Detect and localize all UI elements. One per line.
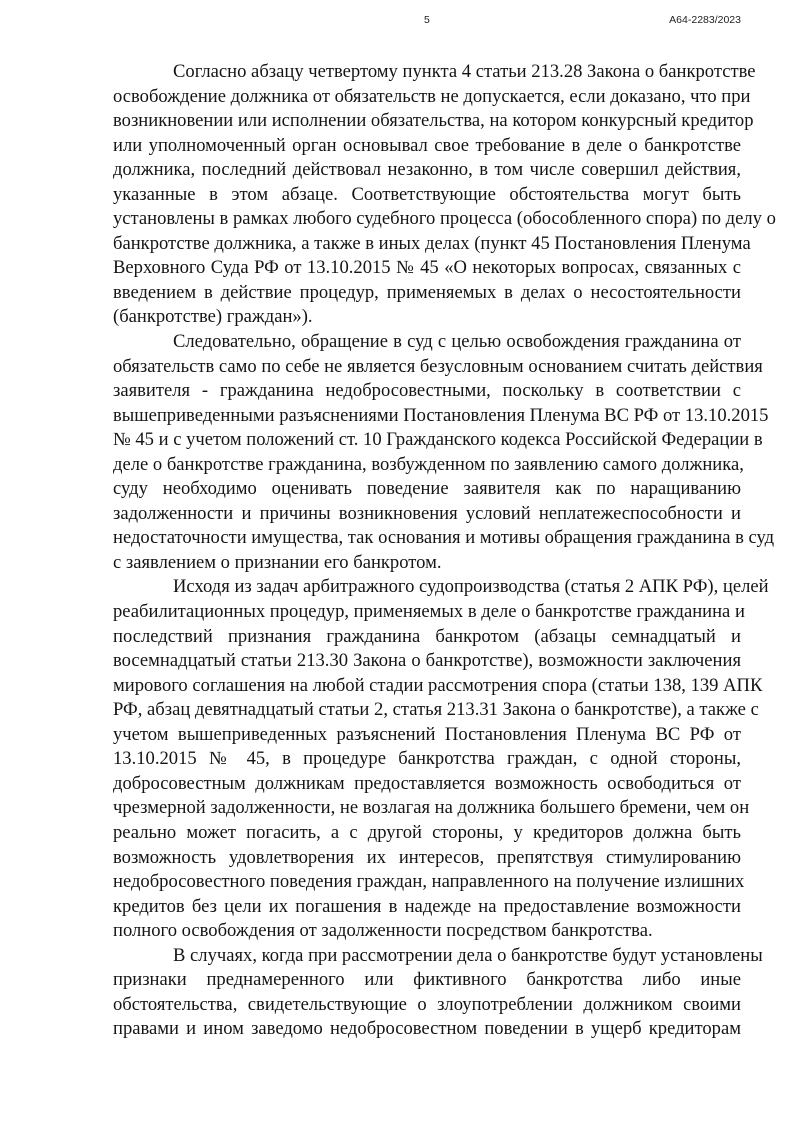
text-line: установлены в рамках любого судебного процесса (обособленного спора) по делу о (113, 208, 776, 230)
text-line: введением в действие процедур, применяемых в делах о несостоятельности (113, 281, 741, 303)
text-line: возможность удовлетворения их интересов, препятствуя стимулированию (113, 846, 741, 868)
paragraph (113, 60, 776, 330)
page-number: 5 (424, 14, 430, 26)
text-line: обстоятельства, свидетельствующие о злоупотреблении должником своими (113, 993, 741, 1015)
text-line: заявителя - гражданина недобросовестными, поскольку в соответствии с (113, 380, 741, 402)
text-line: последствий признания гражданина банкротом (абзацы семнадцатый и (113, 625, 741, 647)
text-line: деле о банкротстве гражданина, возбужденном по заявлению самого должника, (113, 453, 744, 475)
text-line: Исходя из задач арбитражного судопроизводства (статья 2 АПК РФ), целей (173, 576, 769, 598)
text-line: недостаточности имущества, так основания и мотивы обращения гражданина в суд (113, 527, 775, 549)
page-header (0, 14, 800, 30)
text-line: задолженности и причины возникновения условий неплатежеспособности и (113, 502, 741, 524)
text-line: должника, последний действовал незаконно, в том числе совершил действия, (113, 159, 741, 181)
text-line: полного освобождения от задолженности посредством банкротства. (113, 920, 653, 942)
text-line: РФ, абзац девятнадцатый статьи 2, статья 213.31 Закона о банкротстве), а также с (113, 699, 759, 721)
text-line: Согласно абзацу четвертому пункта 4 статьи 213.28 Закона о банкротстве (173, 61, 756, 82)
text-line: освобождение должника от обязательств не допускается, если доказано, что при (113, 85, 751, 107)
text-line: В случаях, когда при рассмотрении дела о банкротстве будут установлены (173, 944, 763, 966)
text-line: кредитов без цели их погашения в надежде на предоставление возможности (113, 895, 741, 917)
case-number: А64-2283/2023 (669, 14, 741, 26)
text-line: 13.10.2015 № 45, в процедуре банкротства граждан, с одной стороны, (113, 748, 741, 770)
text-line: вышеприведенными разъяснениями Постановления Пленума ВС РФ от 13.10.2015 (113, 404, 769, 426)
text-line: восемнадцатый статьи 213.30 Закона о банкротстве), возможности заключения (113, 650, 741, 672)
text-line: указанные в этом абзаце. Соответствующие обстоятельства могут быть (113, 183, 741, 205)
text-line: суду необходимо оценивать поведение заявителя как по наращиванию (113, 478, 741, 500)
text-line: Следовательно, обращение в суд с целью освобождения гражданина от (173, 331, 741, 353)
text-line: или уполномоченный орган основывал свое требование в деле о банкротстве (113, 134, 741, 156)
paragraph (113, 944, 763, 1042)
document-body (113, 60, 776, 1042)
text-line: с заявлением о признании его банкротом. (113, 551, 442, 573)
text-line: учетом вышеприведенных разъяснений Постановления Пленума ВС РФ от (113, 723, 741, 745)
text-line: признаки преднамеренного или фиктивного банкротства либо иные (113, 969, 741, 991)
paragraph (113, 330, 775, 575)
text-line: правами и ином заведомо недобросовестном поведении в ущерб кредиторам (113, 1018, 741, 1040)
text-line: реально может погасить, а с другой стороны, у кредиторов должна быть (113, 821, 741, 843)
text-line: возникновении или исполнении обязательства, на котором конкурсный кредитор (113, 110, 754, 132)
text-line: № 45 и с учетом положений ст. 10 Гражданского кодекса Российской Федерации в (113, 429, 763, 451)
text-line: обязательств само по себе не является безусловным основанием считать действия (113, 355, 763, 377)
text-line: добросовестным должникам предоставляется возможность освободиться от (113, 772, 741, 794)
text-line: банкротстве должника, а также в иных делах (пункт 45 Постановления Пленума (113, 232, 751, 254)
text-line: реабилитационных процедур, применяемых в деле о банкротстве гражданина и (113, 601, 745, 623)
text-line: мирового соглашения на любой стадии рассмотрения спора (статьи 138, 139 АПК (113, 674, 763, 696)
text-line: (банкротстве) граждан»). (113, 306, 313, 328)
paragraph (113, 575, 769, 943)
text-line: недобросовестного поведения граждан, направленного на получение излишних (113, 871, 745, 893)
text-line: Верховного Суда РФ от 13.10.2015 № 45 «О некоторых вопросах, связанных с (113, 257, 741, 279)
text-line: чрезмерной задолженности, не возлагая на должника большего бремени, чем он (113, 797, 750, 819)
